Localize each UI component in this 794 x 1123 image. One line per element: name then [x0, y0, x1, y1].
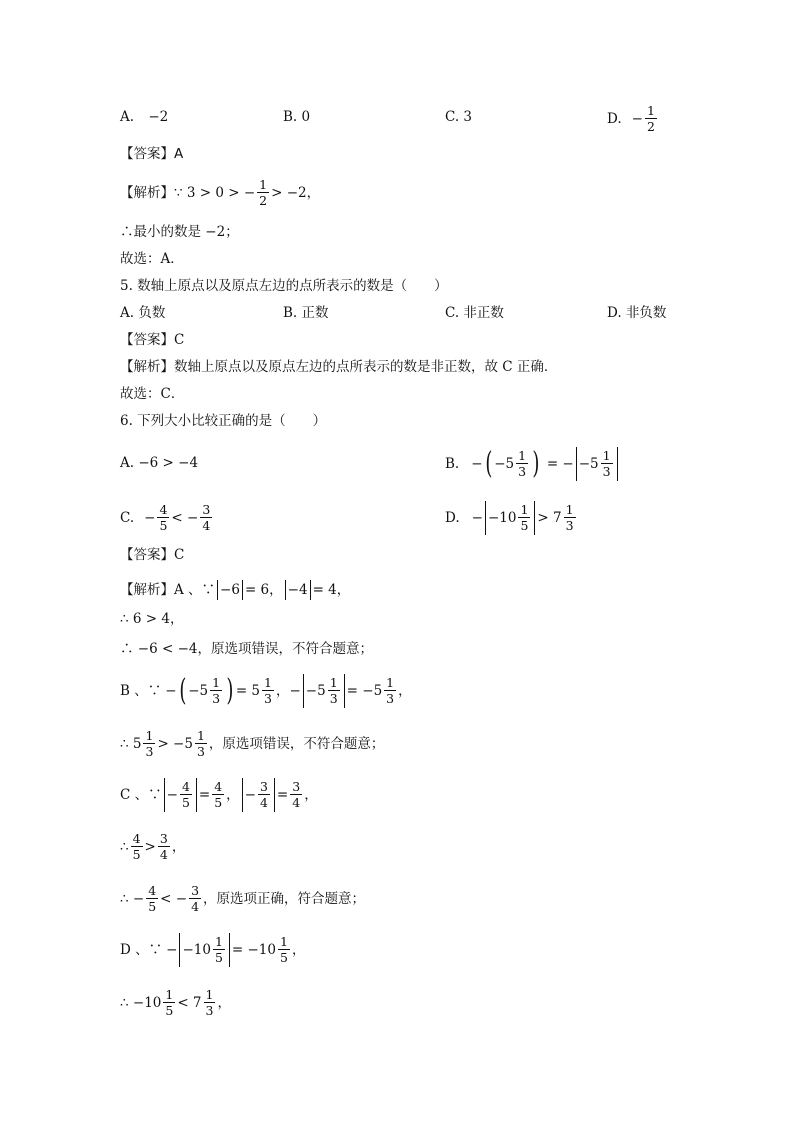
fraction: $\frac{1}{3}$: [264, 675, 272, 706]
fraction: $\frac{4}{5}$: [148, 883, 157, 914]
q6-stem: 6. 下列大小比较正确的是（ ）: [120, 413, 327, 429]
absolute-value: − $\frac{4}{5}$: [164, 778, 197, 812]
q4-option-d-sign: −: [631, 110, 643, 127]
q5-analysis-label: 【解析】: [120, 359, 174, 375]
q5-option-c: C. 非正数: [445, 305, 504, 321]
q4-option-d-label: D.: [607, 110, 622, 127]
fraction: $\frac{1}{3}$: [565, 502, 574, 533]
q4-analysis-post: > −2，: [271, 184, 321, 201]
q5-analysis-text: 数轴上原点以及原点左边的点所表示的数是非正数，故 C 正确．: [174, 359, 558, 375]
absolute-value: −10 $\frac{1}{5}$: [485, 501, 535, 535]
fraction: $\frac{3}{4}$: [292, 779, 301, 810]
q4-answer: [120, 141, 183, 167]
q5-analysis: [120, 354, 557, 380]
q6-option-a: A. −6 > −4: [120, 455, 199, 471]
fraction: $\frac{1}{3}$: [518, 448, 527, 479]
q6-analysis-a-3: ∴ −6 < −4，原选项错误，不符合题意；: [120, 641, 373, 657]
q5-answer: 【答案】C: [120, 332, 185, 348]
q6-option-b-label: B.: [445, 455, 460, 472]
q6-option-d-label: D.: [445, 509, 460, 526]
q6-analysis-a-2: ∴ 6 > 4，: [120, 611, 184, 627]
fraction-denominator: 2: [259, 193, 268, 208]
fraction: $\frac{3}{4}$: [259, 779, 268, 810]
q6-option-c-label: C.: [120, 509, 135, 526]
text: C 、∵: [120, 786, 162, 803]
text: D 、∵: [120, 941, 163, 958]
q4-analysis-pre: ∵ 3 > 0 > −: [174, 184, 256, 201]
q5-choice: 故选：C．: [120, 386, 185, 402]
q4-answer-text: 【答案】A: [120, 146, 184, 162]
q4-analysis-fraction: [257, 177, 269, 208]
text: ，原选项错误，不符合题意；: [208, 735, 385, 752]
fraction: $\frac{1}{5}$: [279, 934, 288, 965]
fraction: $\frac{1}{3}$: [212, 675, 221, 706]
q4-option-b: B. 0: [283, 109, 311, 125]
fraction: $\frac{3}{4}$: [202, 502, 211, 533]
text: −6: [220, 581, 240, 598]
absolute-value: −5 $\frac{1}{3}$: [576, 447, 618, 481]
fraction: $\frac{3}{4}$: [159, 831, 168, 862]
text: B 、∵: [120, 682, 162, 699]
q4-option-a-value: −2: [148, 109, 169, 125]
fraction-denominator: 2: [646, 119, 655, 134]
q5-stem: 5. 数轴上原点以及原点左边的点所表示的数是（ ）: [120, 278, 448, 294]
fraction-numerator: 1: [646, 103, 655, 118]
q6-analysis-b-1: B 、∵ − ( −5 $\frac{1}{3}$ ) = 5 $\frac{1}{3}$ ，− −5 $\frac{1}{3}$ = −5 $\frac{1}{3}$ ，: [120, 670, 412, 710]
fraction: $\frac{1}{5}$: [165, 987, 174, 1018]
fraction: $\frac{4}{5}$: [159, 502, 168, 533]
absolute-value: −5 $\frac{1}{3}$: [303, 674, 345, 708]
absolute-value: −10 $\frac{1}{5}$: [179, 933, 229, 967]
q4-analysis: [120, 172, 320, 212]
q4-option-c: C. 3: [445, 109, 473, 125]
q5-option-b: B. 正数: [283, 305, 329, 321]
fraction: $\frac{1}{3}$: [196, 728, 205, 759]
q4-option-d-fraction: [645, 103, 657, 134]
q5-option-d: D. 非负数: [607, 305, 667, 321]
q4-option-a-label: A.: [120, 109, 135, 125]
q6-analysis-c-1: C 、∵ − $\frac{4}{5}$ = $\frac{4}{5}$ ， − $\frac{3}{4}$ = $\frac{3}{4}$ ，: [120, 774, 318, 814]
q6-option-d: D. − −10 $\frac{1}{5}$ > 7 $\frac{1}{3}$: [445, 497, 578, 537]
absolute-value: [285, 580, 311, 600]
fraction: $\frac{4}{5}$: [214, 779, 223, 810]
text: A 、∵: [174, 581, 216, 598]
q6-analysis-d-2: ∴ −10 $\frac{1}{5}$ < 7 $\frac{1}{3}$ ，: [120, 987, 231, 1018]
q6-analysis-c-3: ∴ − $\frac{4}{5}$ < − $\frac{3}{4}$ ，原选项正确，符合题意；: [120, 878, 365, 918]
fraction: $\frac{1}{3}$: [205, 987, 214, 1018]
q6-analysis-d-1: D 、∵ − −10 $\frac{1}{5}$ = −10 $\frac{1}{5}$ ，: [120, 929, 305, 969]
q6-option-c: C. − $\frac{4}{5}$ < − $\frac{3}{4}$: [120, 497, 214, 537]
fraction: $\frac{3}{4}$: [191, 883, 200, 914]
q6-answer: 【答案】C: [120, 547, 185, 563]
fraction: $\frac{4}{5}$: [181, 779, 190, 810]
q4-option-a: [120, 104, 168, 130]
q6-analysis-label: 【解析】: [120, 581, 174, 598]
q6-analysis-a-1: [120, 576, 350, 602]
fraction: $\frac{4}{5}$: [132, 831, 141, 862]
absolute-value: − $\frac{3}{4}$: [242, 778, 275, 812]
fraction: $\frac{1}{3}$: [602, 448, 611, 479]
q4-conclusion: ∴最小的数是 −2；: [120, 224, 239, 240]
text: = 4，: [312, 581, 351, 598]
q4-option-d: [607, 98, 659, 138]
text: ，原选项正确，符合题意；: [203, 890, 366, 907]
absolute-value: [217, 580, 243, 600]
fraction: $\frac{1}{5}$: [214, 934, 223, 965]
fraction: $\frac{1}{3}$: [329, 675, 338, 706]
fraction-numerator: 1: [259, 177, 268, 192]
q5-option-a: A. 负数: [120, 305, 166, 321]
q4-analysis-label: 【解析】: [120, 184, 174, 201]
q6-analysis-c-2: ∴ $\frac{4}{5}$ > $\frac{3}{4}$ ，: [120, 831, 186, 862]
fraction: $\frac{1}{3}$: [145, 728, 154, 759]
q4-choice: 故选：A．: [120, 251, 184, 267]
q6-option-b: B. − ( −5 $\frac{1}{3}$ ) = − −5 $\frac{1}{3}$: [445, 443, 620, 483]
text: −4: [287, 581, 308, 598]
fraction: $\frac{1}{5}$: [520, 502, 529, 533]
fraction: $\frac{1}{3}$: [386, 675, 395, 706]
q6-analysis-b-2: ∴ 5 $\frac{1}{3}$ > −5 $\frac{1}{3}$ ，原选项错误，不符合题意；: [120, 723, 384, 763]
text: = 6，: [244, 581, 283, 598]
